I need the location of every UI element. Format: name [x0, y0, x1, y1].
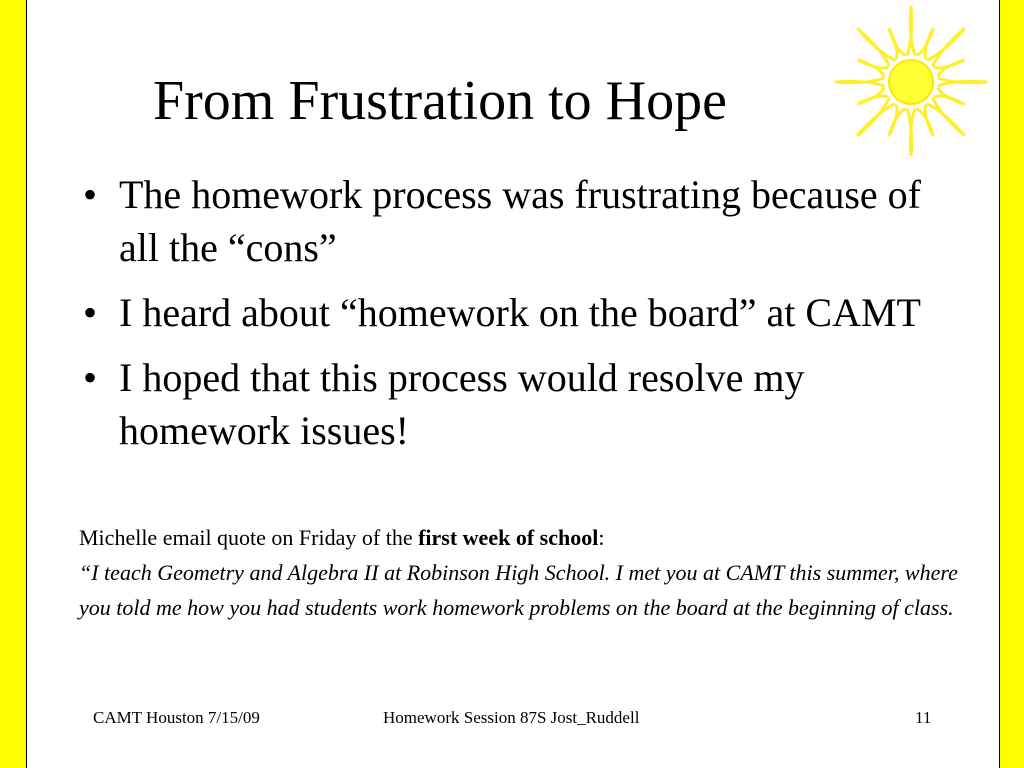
footer-left: CAMT Houston 7/15/09	[93, 708, 260, 727]
bullet-text: The homework process was frustrating because of all the “cons”	[119, 172, 921, 270]
bullet-item	[77, 286, 937, 339]
sun-ray	[907, 6, 914, 54]
slide	[26, 0, 1000, 768]
sun-ray	[857, 28, 894, 65]
quote-intro: Michelle email quote on Friday of the first week of school:	[79, 525, 605, 550]
bullet-dot: •	[83, 355, 98, 400]
bullet-item	[77, 351, 937, 457]
sun-ray	[917, 106, 933, 136]
sun-ray	[857, 60, 887, 76]
bullet-item	[77, 168, 937, 274]
sun-ray	[889, 28, 905, 58]
sun-ray	[939, 78, 987, 85]
bullet-text: I heard about “homework on the board” at CAMT	[119, 290, 921, 335]
slide-number: 11	[915, 708, 932, 727]
sun-ray	[935, 60, 965, 76]
quote-text: “I teach Geometry and Algebra II at Robinson High School. I met you at CAMT this summer, where you told me how you had students work homework problems on the board at the beginning of class.	[79, 560, 958, 620]
bullet-list	[77, 168, 937, 469]
email-quote	[79, 520, 979, 625]
sun-ray	[928, 28, 965, 65]
sun-ray	[935, 88, 965, 104]
quote-emphasis: first week of school	[418, 525, 599, 550]
bullet-dot: •	[83, 172, 98, 217]
bullet-dot: •	[83, 290, 98, 335]
sun-ray	[907, 110, 914, 156]
sun-ray	[857, 88, 887, 104]
slide-title: From Frustration to Hope	[153, 70, 727, 132]
sun-ray	[857, 99, 894, 136]
sun-ray	[835, 78, 883, 85]
bullet-text: I hoped that this process would resolve my homework issues!	[119, 355, 805, 453]
sun-ray	[889, 106, 905, 136]
sun-ray	[917, 28, 933, 58]
footer-center: Homework Session 87S Jost_Ruddell	[383, 708, 640, 727]
sun-icon	[815, 0, 991, 156]
sun-ray	[928, 99, 965, 136]
